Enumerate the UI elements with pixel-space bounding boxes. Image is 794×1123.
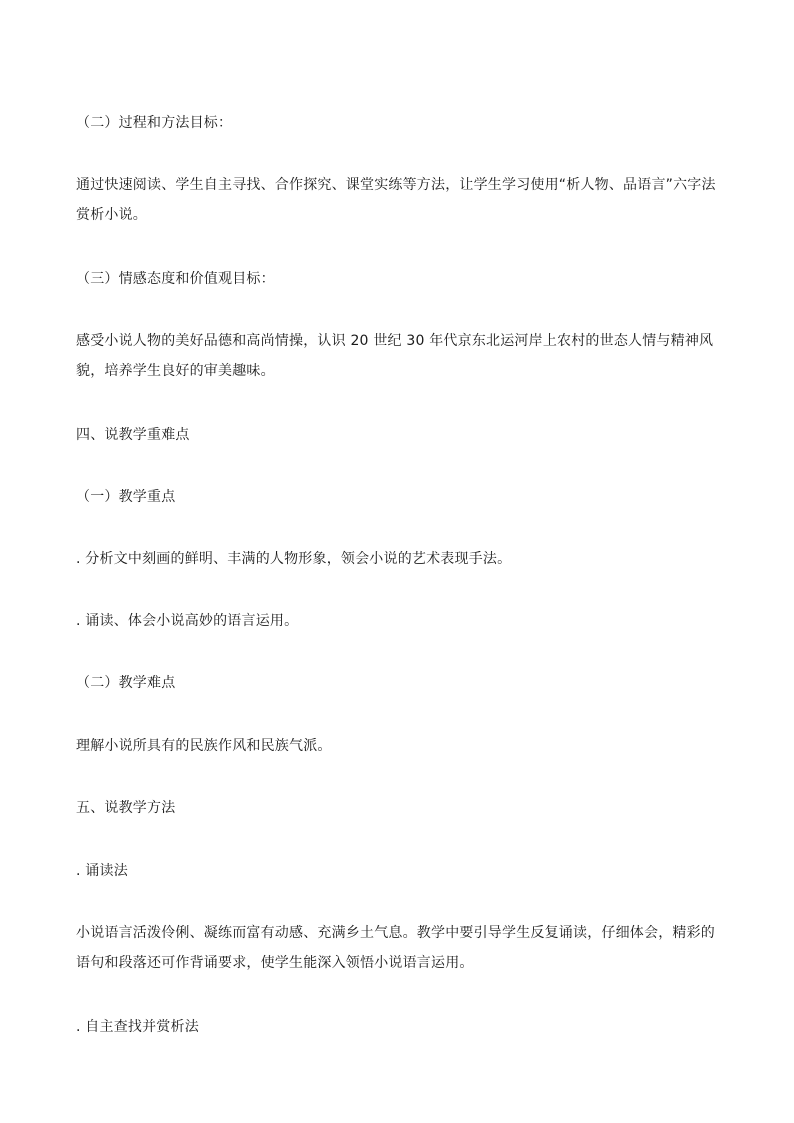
paragraph-teaching-difficulty: 理解小说所具有的民族作风和民族气派。 bbox=[76, 738, 332, 754]
subsection-heading-teaching-difficulty: （二）教学难点 bbox=[76, 675, 176, 691]
paragraph-emotion-values: 感受小说人物的美好品德和高尚情操，认识 20 世纪 30 年代京东北运河岸上农村的世态人情与精神风貌，培养学生良好的审美趣味。 bbox=[76, 333, 714, 379]
paragraph-process-methods: 通过快速阅读、学生自主寻找、合作探究、课堂实练等方法，让学生学习使用“析人物、品语言”六字法赏析小说。 bbox=[76, 177, 716, 223]
subsection-heading-teaching-focus: （一）教学重点 bbox=[76, 489, 176, 505]
paragraph-reading-method: 小说语言活泼伶俐、凝练而富有动感、充满乡土气息。教学中要引导学生反复诵读，仔细体会，精彩的语句和段落还可作背诵要求，使学生能深入领悟小说语言运用。 bbox=[76, 925, 715, 971]
subsection-heading-process-methods: （二）过程和方法目标： bbox=[76, 115, 233, 131]
list-item-character-analysis: . 分析文中刻画的鲜明、丰满的人物形象，领会小说的艺术表现手法。 bbox=[76, 551, 512, 567]
list-item-language-reading: . 诵读、体会小说高妙的语言运用。 bbox=[76, 613, 299, 629]
subsection-heading-emotion-values: （三）情感态度和价值观目标： bbox=[76, 271, 275, 287]
section-heading-key-points: 四、说教学重难点 bbox=[76, 427, 190, 443]
list-item-reading-method: . 诵读法 bbox=[76, 863, 128, 879]
list-item-self-search-method: . 自主查找并赏析法 bbox=[76, 1019, 199, 1035]
section-heading-teaching-methods: 五、说教学方法 bbox=[76, 800, 176, 816]
